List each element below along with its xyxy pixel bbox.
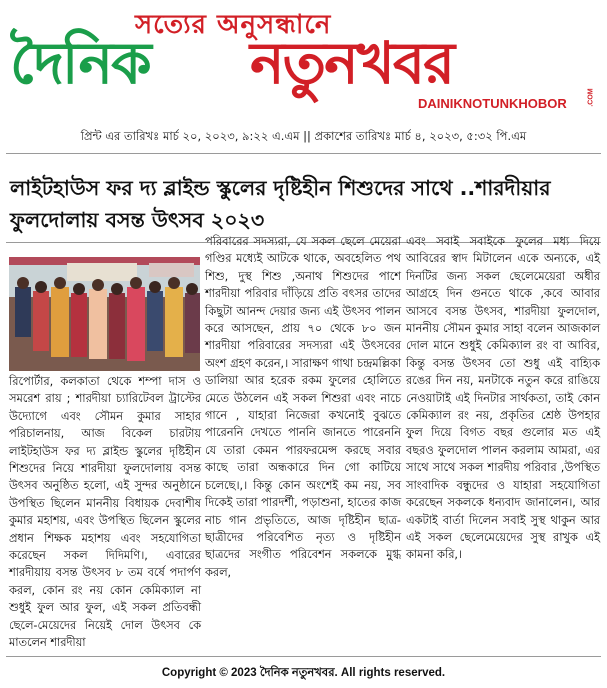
brand-domain: DAINIKNOTUNKHOBOR <box>418 96 567 111</box>
masthead <box>0 0 607 118</box>
festival-photo-icon <box>9 257 200 371</box>
article-column-1 <box>9 373 201 652</box>
brand-name-part1: দৈনিক <box>10 29 150 97</box>
divider-top <box>6 153 601 154</box>
footer-copyright: Copyright © 2023 দৈনিক নতুনখবর. All rights reserved. <box>161 667 446 679</box>
article-column-3 <box>406 233 600 564</box>
masthead-tagline: সত্যের অনুসন্ধানে <box>135 10 332 40</box>
article-column-3-text: এবং সবাই সবাইকে ফুলের মধ্য দিয়ে আবিরের স্বাদ মিটালেন একে অন্যকে, এই দিনটির জন্য সকল ছেলেমেয়েরা অধীর আগ্রহে দিন গুনতে থাকে ,কবে আবার আসবে বসন্ত উৎসব, শারদীয়া ফুলদোল, মাননীয় সৌমন কুমার সাহা বলেন আজকাল দোল মানে শুধুই কেমিক্যাল রং বা আবির, কিন্তু বসন্ত উৎসব তো শুধু এই বাহ্যিক রঙের দিন নয়, মনটাকে নতুন করে রাঙিয়ে নেওয়াটাই এই দিনটার সার্থকতা, তাই কোন কেমিক্যাল রং নয়, প্রকৃতির শ্রেষ্ঠ উপহার ফুল দিয়ে বিগত বছর গুলোর মত এই বছরও ফুলদোল পালন করলাম আমরা, এর সাথে সাথে সকল শারদীয় পরিবার ,উপস্থিত সাংবাদিক বন্ধুদের ও যাহারা সহযোগিতা করেছেন সকলকে ধন্যবাদ জানালেন।, আর একটাই বার্তা দিলেন সবাই সুস্থ থাকুন আর এই সকল ছেলেমেয়েদের সুস্থ রাখুক এই কামনা করি,। <box>406 235 600 562</box>
brand-domain-suffix: .COM <box>587 88 595 107</box>
festival-photo <box>9 257 200 371</box>
article-column-1-text: রিপোর্টার, কলকাতা থেকে শম্পা দাস ও সমরেশ রায় ; শারদীয়া চ্যারিটেবল ট্রাস্টের উদ্যোগে এবং সৌমন কুমার সাহার পরিচালনায়, আজ বিকেল চারটায় লাইটহাউস ফর দ্য ব্লাইন্ড স্কুলের দৃষ্টিহীন শিশুদের নিয়ে শারদীয়া ফুলদোলায় বসন্ত উৎসব অনুষ্ঠিত হলো, এই সুন্দর অনুষ্ঠানে উপস্থিত ছিলেন মাননীয় বিধায়ক দেবাশীষ কুমার মহাশয়, এবং উপস্থিত ছিলেন স্কুলের প্রধান শিক্ষক মহাশয় এবং সহযোগিতা করেছেন সকল দিদিমণি।, এবারের শারদীয়ায় বসন্ত উৎসব ৮ তম বর্ষে পদার্পণ করল, কোন রং নয় কোন কেমিক্যাল না শুধুই ফুল আর ফুল, এই সকল প্রতিবন্ধী ছেলে-মেয়েদের নিয়েই দোল উৎসব কে মাতলেন শারদীয়া <box>9 375 201 650</box>
print-publish-dates: প্রিন্ট এর তারিখঃ মার্চ ২০, ২০২৩, ৯:২২ এ.এম || প্রকাশের তারিখঃ মার্চ ৪, ২০২৩, ৫:৩২ পি.এম <box>80 129 527 143</box>
article-headline: লাইটহাউস ফর দ্য ব্লাইন্ড স্কুলের দৃষ্টিহীন শিশুদের সাথে ..শারদীয়ার ফুলদোলায় বসন্ত উৎসব ২০২৩ <box>10 176 551 232</box>
brand-name-part2: নতুনখবর <box>250 29 454 97</box>
article-column-2-text: পরিবারের সদস্যরা, যে সকল ছেলে মেয়েরা গণ্ডির মধ্যেই আটকে থাকে, অবহেলিত পথ শিশু, দুস্থ শিশু ,অনাথ শিশুদের পাশে শারদীয়া পরিবার দাঁড়িয়ে প্রতি বৎসর তাদের কিছুটা আনন্দ দেয়ার জন্য এই উৎসব পালন করে আসছেন, প্রায় ৭০ থেকে ৮০ জন শারদীয়া পরিবারের সদস্যরা এই উৎসবের অংশ গ্রহণ করেন,। সারাক্ষণ গাথা চন্দ্রমল্লিকা ডালিয়া আর হরেক রকম ফুলের হোলিতে মেতে উঠলেন এই সকল শিশুরা এবং নাচে গানে , যাহারা নিজেরা কখনোই বুঝতে পারেননি দেখতে পাননি জানতে পারেননি যে তারা কেমন পারফরমেন্স করছে সবার কাছে তারা অন্ধকারে দিন গো কাটিয়ে চলেছে।,। কিন্তু কোন অংশেই কম নয়, সব দিকেই তারা পারদর্শী, পড়াশুনা, হাতের কাজ নাচ গান প্রভৃতিতে, আজ দৃষ্টিহীন ছাত্র-ছাত্রীদের পরিবেশিত নৃত্য ও দৃষ্টিহীন ছাত্রদের সংগীত পরিবেশন সকলকে মুগ্ধ করল, <box>205 235 401 579</box>
article-column-2 <box>205 233 401 581</box>
divider-footer <box>6 656 601 657</box>
